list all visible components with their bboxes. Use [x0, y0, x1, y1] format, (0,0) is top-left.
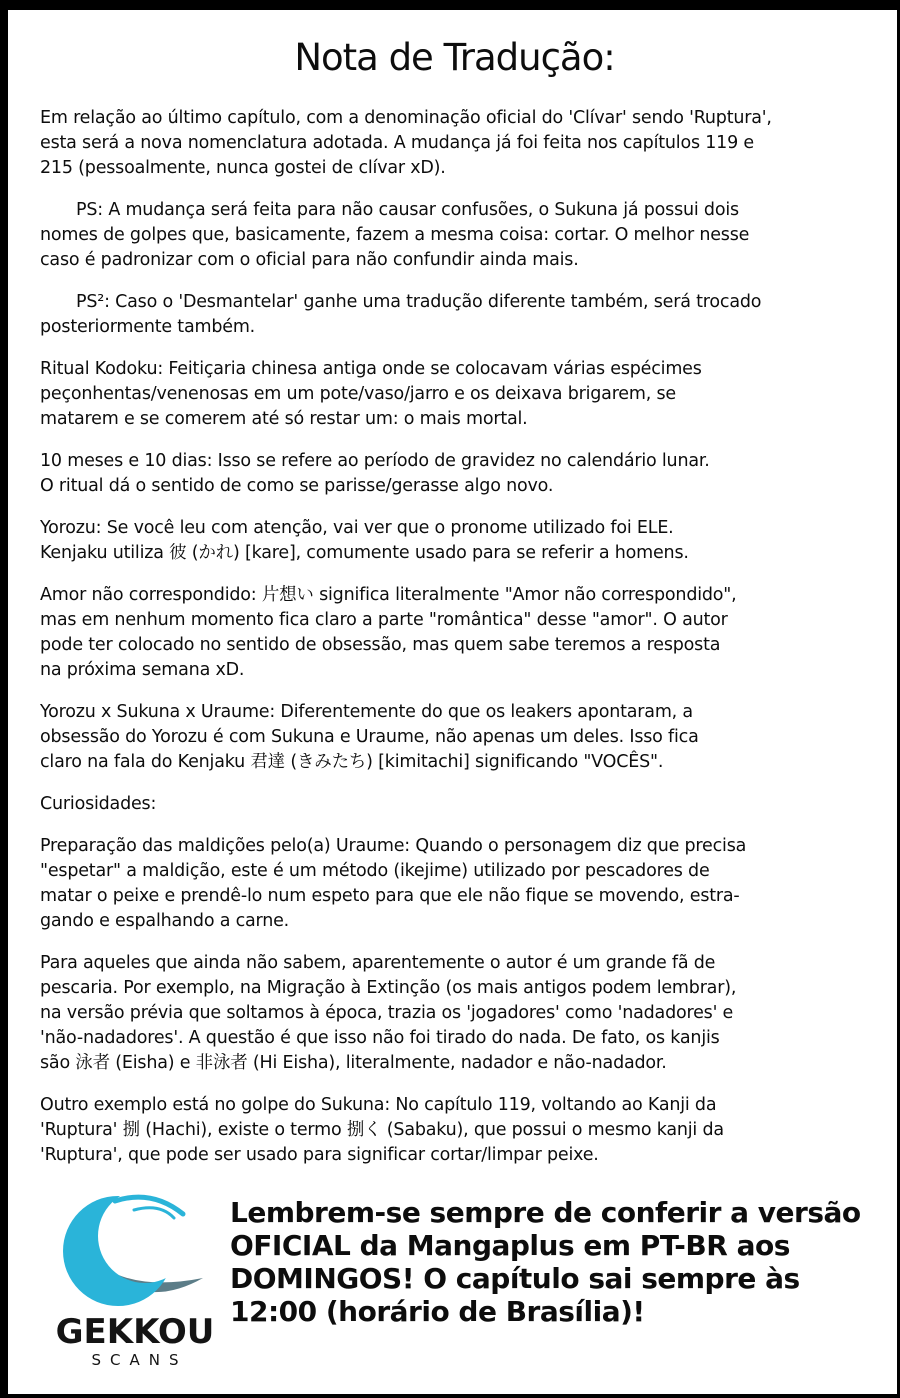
- paragraph-line: são 泳者 (Eisha) e 非泳者 (Hi Eisha), literalmente, nadador e não-nadador.: [40, 1053, 667, 1073]
- paragraph-line: Em relação ao último capítulo, com a denominação oficial do 'Clívar' sendo 'Ruptura',: [40, 108, 772, 128]
- paragraph: [40, 198, 869, 273]
- paragraph-line: PS: A mudança será feita para não causar confusões, o Sukuna já possui dois: [76, 200, 739, 220]
- paragraph: [40, 792, 869, 817]
- paragraph-line: Yorozu: Se você leu com atenção, vai ver que o pronome utilizado foi ELE.: [40, 518, 674, 538]
- footer-message: [230, 1192, 869, 1328]
- paragraph-line: PS²: Caso o 'Desmantelar' ganhe uma tradução diferente também, será trocado: [76, 292, 762, 312]
- paragraph-line: matar o peixe e prendê-lo num espeto para que ele não fique se movendo, estra-: [40, 886, 740, 906]
- footer-message-line: DOMINGOS! O capítulo sai sempre às: [230, 1262, 800, 1295]
- moon-crescent: [63, 1196, 173, 1306]
- gekkou-logo: [40, 1192, 230, 1368]
- paragraph: [40, 106, 869, 181]
- paragraph-line: 'Ruptura', que pode ser usado para significar cortar/limpar peixe.: [40, 1145, 599, 1165]
- paragraph-line: posteriormente também.: [40, 317, 256, 337]
- logo-name: GEKKOU: [55, 1312, 215, 1352]
- paragraph-line: pode ter colocado no sentido de obsessão, mas quem sabe teremos a resposta: [40, 635, 721, 655]
- paragraph-line: O ritual dá o sentido de como se parisse/gerasse algo novo.: [40, 476, 554, 496]
- paragraph-line: caso é padronizar com o oficial para não confundir ainda mais.: [40, 250, 579, 270]
- paragraph-line: Preparação das maldições pelo(a) Uraume: Quando o personagem diz que precisa: [40, 836, 747, 856]
- paragraph: [40, 1093, 869, 1168]
- footer: [40, 1192, 869, 1368]
- paragraph-line: Amor não correspondido: 片想い significa literalmente "Amor não correspondido",: [40, 585, 737, 605]
- paragraph-line: claro na fala do Kenjaku 君達 (きみたち) [kimitachi] significando "VOCÊS".: [40, 752, 664, 772]
- paragraph-line: Para aqueles que ainda não sabem, aparentemente o autor é um grande fã de: [40, 953, 716, 973]
- paragraph-line: obsessão do Yorozu é com Sukuna e Uraume, não apenas um deles. Isso fica: [40, 727, 699, 747]
- paragraph-line: Yorozu x Sukuna x Uraume: Diferentemente do que os leakers apontaram, a: [40, 702, 693, 722]
- footer-message-line: Lembrem-se sempre de conferir a versão: [230, 1196, 861, 1229]
- paragraph-line: peçonhentas/venenosas em um pote/vaso/jarro e os deixava brigarem, se: [40, 384, 676, 404]
- paragraph-line: 215 (pessoalmente, nunca gostei de clívar xD).: [40, 158, 446, 178]
- note-body: [40, 106, 869, 1168]
- paragraph: [40, 449, 869, 499]
- footer-message-line: OFICIAL da Mangaplus em PT-BR aos: [230, 1229, 790, 1262]
- paragraph-line: Ritual Kodoku: Feitiçaria chinesa antiga onde se colocavam várias espécimes: [40, 359, 702, 379]
- paragraph: [40, 583, 869, 683]
- paragraph: [40, 516, 869, 566]
- paragraph: [40, 290, 869, 340]
- paragraph-line: mas em nenhum momento fica claro a parte "romântica" desse "amor". O autor: [40, 610, 728, 630]
- paragraph-line: 10 meses e 10 dias: Isso se refere ao período de gravidez no calendário lunar.: [40, 451, 710, 471]
- note-title: Nota de Tradução:: [294, 36, 615, 79]
- paragraph-line: 'não-nadadores'. A questão é que isso não foi tirado do nada. De fato, os kanjis: [40, 1028, 720, 1048]
- paragraph-line: 'Ruptura' 捌 (Hachi), existe o termo 捌く (Sabaku), que possui o mesmo kanji da: [40, 1120, 724, 1140]
- paragraph-line: na próxima semana xD.: [40, 660, 245, 680]
- footer-message-line: 12:00 (horário de Brasília)!: [230, 1295, 645, 1328]
- paragraph: [40, 951, 869, 1076]
- paragraph-line: pescaria. Por exemplo, na Migração à Extinção (os mais antigos podem lembrar),: [40, 978, 737, 998]
- paragraph-line: nomes de golpes que, basicamente, fazem a mesma coisa: cortar. O melhor nesse: [40, 225, 750, 245]
- crescent-moon-icon: [60, 1194, 210, 1309]
- paragraph: [40, 834, 869, 934]
- paragraph: [40, 700, 869, 775]
- paragraph-line: gando e espalhando a carne.: [40, 911, 290, 931]
- paragraph-line: na versão prévia que soltamos à época, trazia os 'jogadores' como 'nadadores' e: [40, 1003, 734, 1023]
- paragraph-line: Outro exemplo está no golpe do Sukuna: No capítulo 119, voltando ao Kanji da: [40, 1095, 717, 1115]
- logo-subtitle: SCANS: [91, 1351, 188, 1369]
- paragraph-line: matarem e se comerem até só restar um: o mais mortal.: [40, 409, 528, 429]
- paragraph-line: "espetar" a maldição, este é um método (ikejime) utilizado por pescadores de: [40, 861, 710, 881]
- paragraph-line: Kenjaku utiliza 彼 (かれ) [kare], comumente usado para se referir a homens.: [40, 543, 689, 563]
- paragraph-line: Curiosidades:: [40, 794, 157, 814]
- paragraph: [40, 357, 869, 432]
- paragraph-line: esta será a nova nomenclatura adotada. A mudança já foi feita nos capítulos 119 e: [40, 133, 754, 153]
